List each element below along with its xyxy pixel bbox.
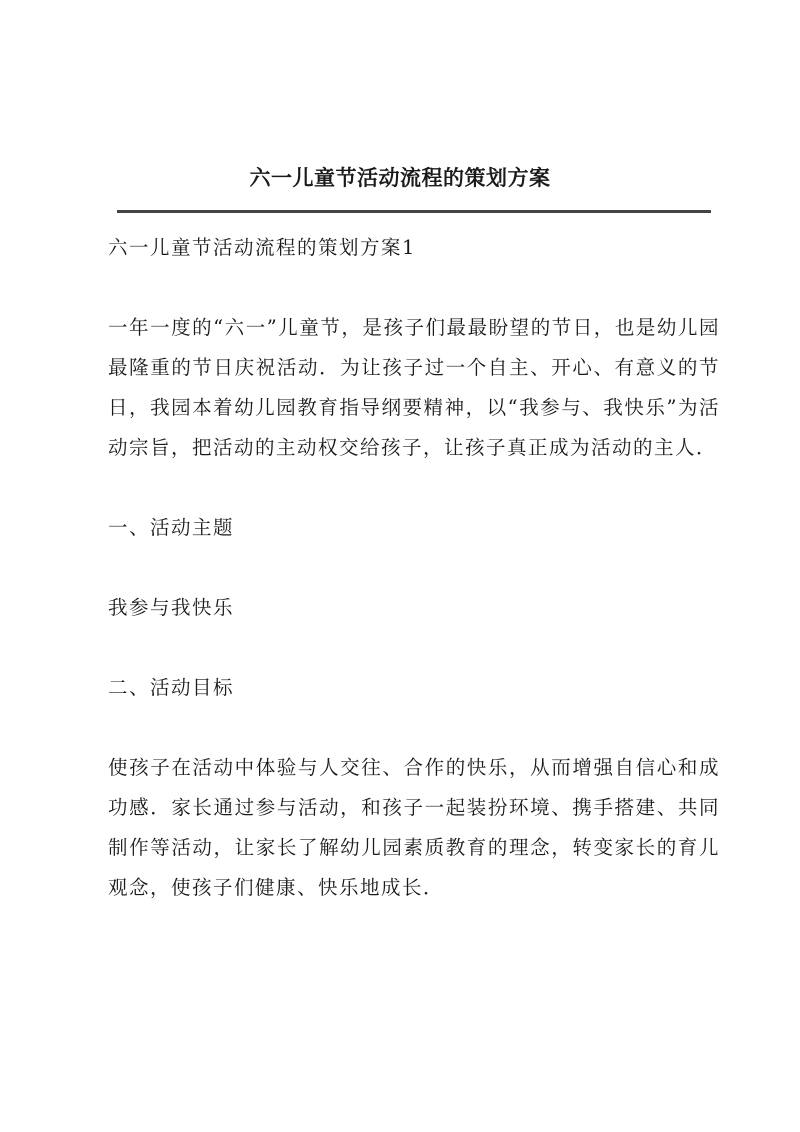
section-heading-theme: 一、活动主题: [108, 516, 235, 539]
title-divider: [117, 210, 711, 213]
section-text-goals: 使孩子在活动中体验与人交往、合作的快乐，从而增强自信心和成功感．家长通过参与活动，和孩子一起装扮环境、携手搭建、共同制作等活动，让家长了解幼儿园素质教育的理念，转变家长的育儿观念，使孩子们健康、快乐地成长．: [108, 756, 720, 899]
spacer: [108, 268, 720, 308]
document-title: 六一儿童节活动流程的策划方案: [249, 165, 551, 190]
section-text-theme: 我参与我快乐: [108, 596, 235, 619]
document-body: [108, 228, 720, 908]
spacer: [108, 708, 720, 748]
spacer: [108, 628, 720, 668]
document-subtitle: 六一儿童节活动流程的策划方案1: [108, 236, 416, 259]
spacer: [108, 468, 720, 508]
section-heading-goals: 二、活动目标: [108, 676, 235, 699]
intro-paragraph: 一年一度的“六一”儿童节，是孩子们最最盼望的节日，也是幼儿园最隆重的节日庆祝活动．为让孩子过一个自主、开心、有意义的节日，我园本着幼儿园教育指导纲要精神，以“我参与、我快乐”为活动宗旨，把活动的主动权交给孩子，让孩子真正成为活动的主人．: [108, 316, 720, 459]
spacer: [108, 548, 720, 588]
